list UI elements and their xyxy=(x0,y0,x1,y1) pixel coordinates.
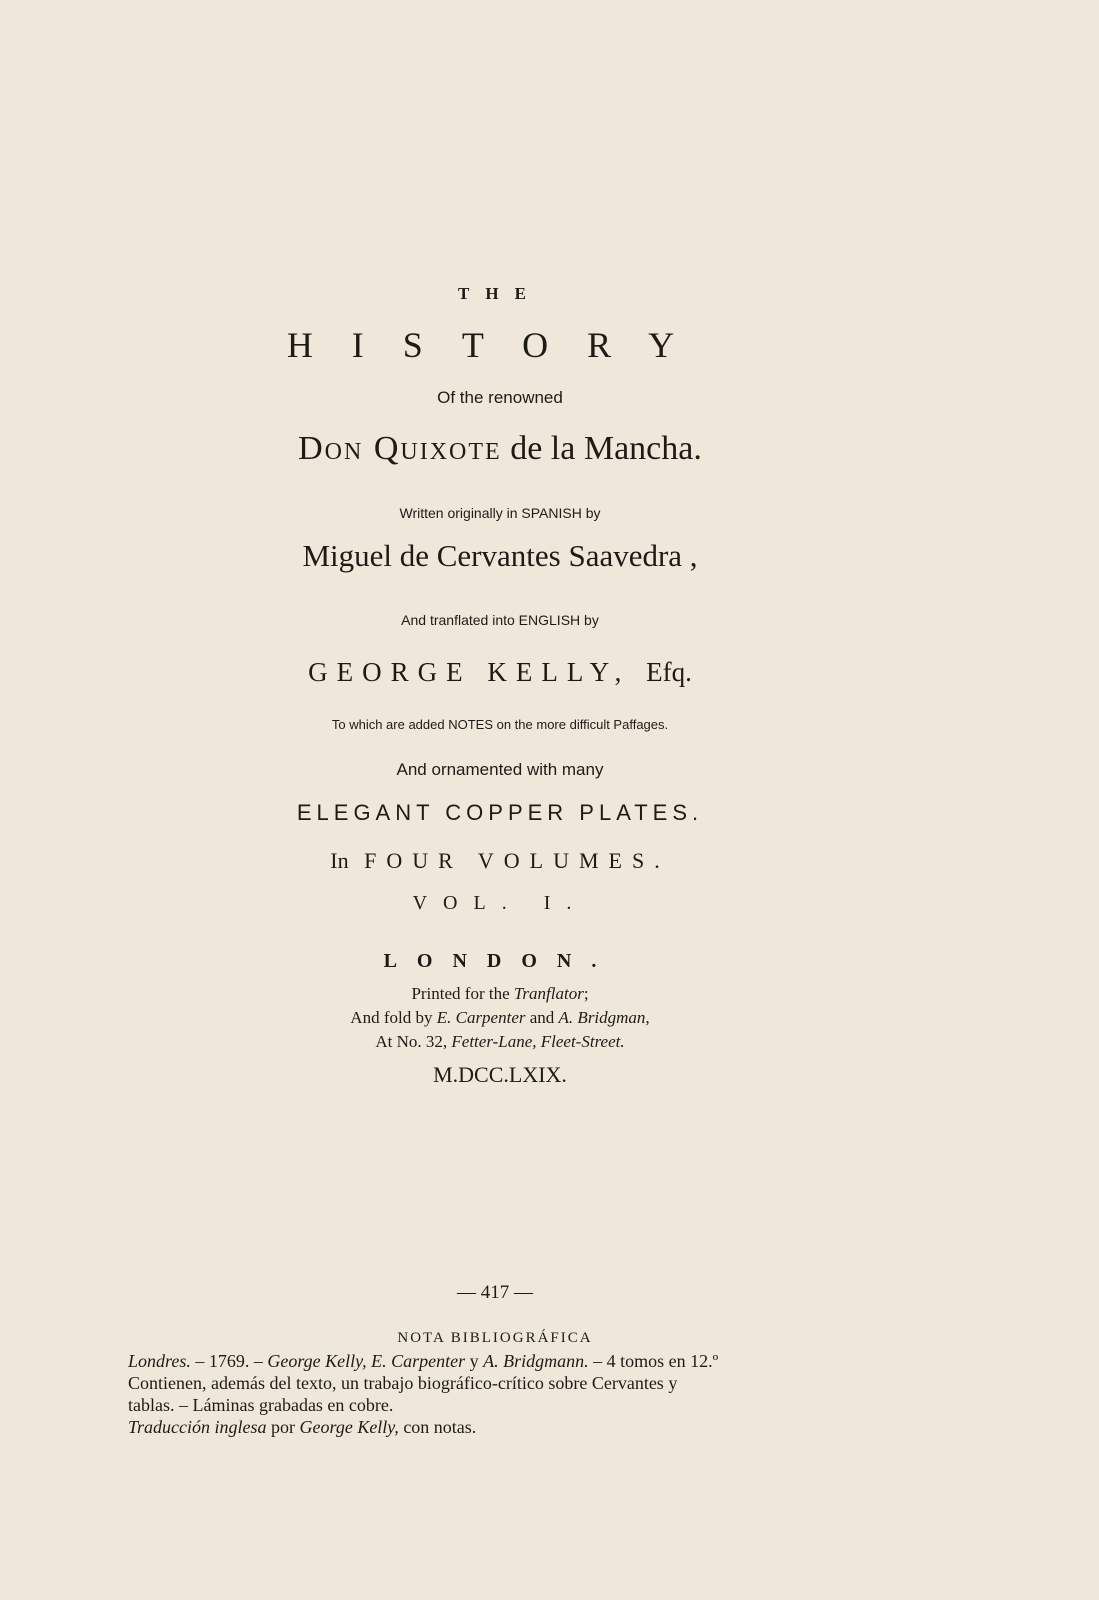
nota-tomos: – 4 tomos en 12.º xyxy=(588,1351,719,1371)
translator-name xyxy=(0,657,1000,688)
de-la-mancha: de la Mancha. xyxy=(510,430,702,467)
title-the: THE xyxy=(458,284,542,303)
notes-line: To which are added NOTES on the more difficult Paffages. xyxy=(331,717,669,732)
volumes-four: FOUR VOLUMES. xyxy=(364,848,670,873)
translator-esq: Efq. xyxy=(646,657,692,687)
volumes-line xyxy=(0,848,1000,874)
address-fleet: Fleet-Street. xyxy=(540,1032,625,1051)
imprint-printed xyxy=(0,984,1000,1004)
nota-por: por xyxy=(266,1417,300,1437)
author-name: Miguel de Cervantes Saavedra , xyxy=(302,538,698,573)
nota-year: – 1769. – xyxy=(190,1351,268,1371)
sold-and: and xyxy=(529,1008,555,1027)
imprint-date: M.DCC.LXIX. xyxy=(433,1062,567,1087)
printed-translator: Tranflator xyxy=(513,984,584,1003)
city-london: LONDON. xyxy=(383,950,617,972)
sold-bridgman: A. Bridgman, xyxy=(558,1008,650,1027)
translated-into: And tranflated into ENGLISH by xyxy=(401,612,599,628)
printed-for: Printed for the xyxy=(411,984,510,1003)
nota-line-2: Contienen, además del texto, un trabajo biográfico-crítico sobre Cervantes y xyxy=(128,1373,678,1393)
nota-names: George Kelly, E. Carpenter xyxy=(267,1351,466,1371)
nota-heading: NOTA BIBLIOGRÁFICA xyxy=(397,1330,593,1346)
written-originally: Written originally in SPANISH by xyxy=(399,505,601,521)
volumes-in: In xyxy=(330,848,349,873)
nota-line-4 xyxy=(128,1416,888,1438)
nota-line-3: tablas. – Láminas grabadas en cobre. xyxy=(128,1395,394,1415)
printed-semicolon: ; xyxy=(583,984,589,1003)
title-history: HISTORY xyxy=(286,325,714,365)
don-quixote-name: Don Quixote xyxy=(298,430,502,467)
imprint-address xyxy=(0,1032,1000,1052)
sold-carpenter: E. Carpenter xyxy=(436,1008,526,1027)
copper-plates-line: ELEGANT COPPER PLATES. xyxy=(296,800,704,825)
nota-y: y xyxy=(465,1351,484,1371)
page-number: — 417 — xyxy=(457,1282,533,1303)
subtitle-renowned: Of the renowned xyxy=(437,388,563,407)
address-fetter: Fetter-Lane, xyxy=(451,1032,537,1051)
nota-trad: Traducción inglesa xyxy=(128,1417,267,1437)
imprint-sold xyxy=(0,1008,1000,1028)
translator-kelly: GEORGE KELLY, xyxy=(308,657,631,687)
volume-number: VOL. I. xyxy=(412,892,588,914)
nota-place: Londres. xyxy=(128,1351,191,1371)
ornamented-line: And ornamented with many xyxy=(396,760,604,779)
nota-bridgmann: A. Bridgmann. xyxy=(483,1351,589,1371)
nota-line-1 xyxy=(128,1350,888,1372)
nota-kelly: George Kelly, xyxy=(299,1417,399,1437)
sold-by: And fold by xyxy=(350,1008,433,1027)
nota-notas: con notas. xyxy=(398,1417,477,1437)
address-number: At No. 32, xyxy=(375,1032,448,1051)
title-don-quixote xyxy=(0,430,1000,468)
